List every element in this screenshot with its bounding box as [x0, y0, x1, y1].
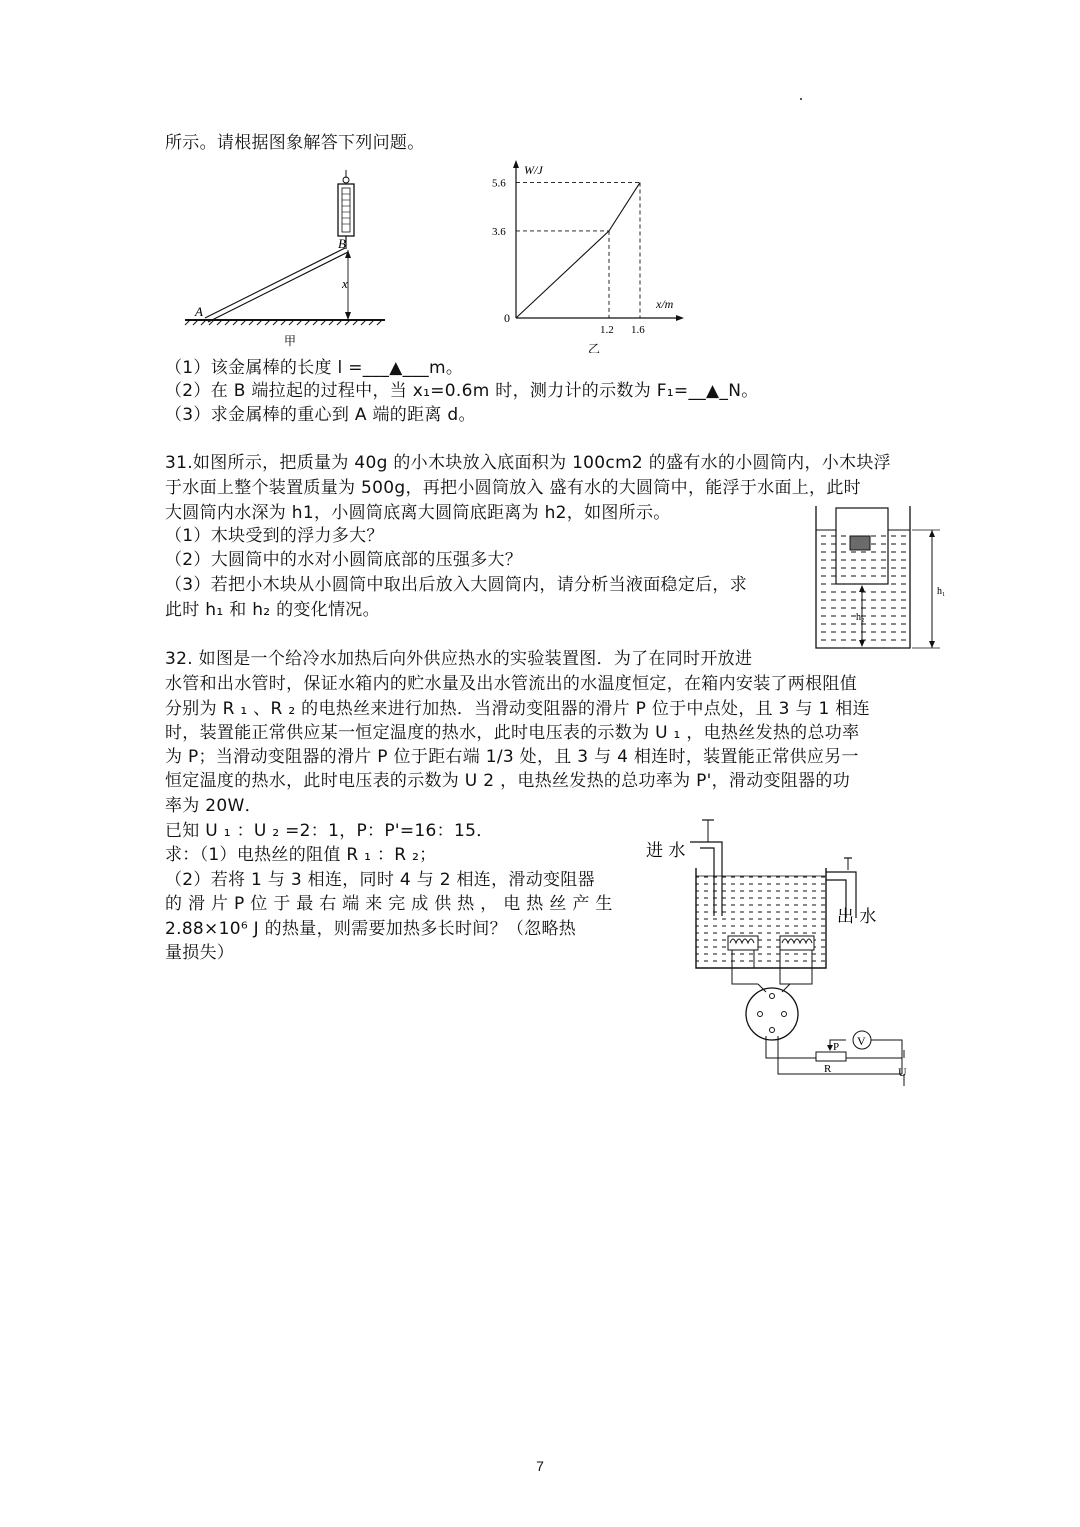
data-line	[516, 183, 640, 318]
figure-cylinders	[810, 500, 970, 660]
q31-sub3: （3）若把小木块从小圆筒中取出后放入大圆筒内，请分析当液面稳定后，求	[165, 575, 748, 595]
q31-sub2: （2）大圆筒中的水对小圆筒底部的压强多大？	[165, 550, 523, 570]
figure-jia	[180, 170, 390, 350]
x-tick-label: 1.2	[600, 324, 614, 336]
label-R: R	[824, 1063, 832, 1075]
q32-line4: 时，装置能正常供应某一恒定温度的热水，此时电压表的示数为 U ₁ ，电热丝发热的总功率	[165, 723, 860, 743]
q31-line1: 31.如图所示，把质量为 40g 的小木块放入底面积为 100cm2 的盛有水的小圆筒内，小木块浮	[165, 453, 891, 473]
caption-jia: 甲	[284, 334, 297, 348]
q30-sub2: （2）在 B 端拉起的过程中，当 x₁=0.6m 时，测力计的示数为 F₁=__▲_N。	[165, 381, 759, 401]
q31-sub1: （1）木块受到的浮力多大？	[165, 526, 384, 546]
y-tick-label: 5.6	[492, 177, 506, 190]
scan-speck	[800, 98, 802, 100]
q31-line2: 于水面上整个装置质量为 500g，再把小圆筒放入 盛有水的大圆筒中，能浮于水面上，此时	[165, 478, 861, 498]
label-water-out: 出 水	[837, 907, 877, 927]
q32-given: 已知 U ₁ ：U ₂ =2：1，P：P'=16：15．	[165, 821, 494, 841]
q32-line1: 32. 如图是一个给冷水加热后向外供应热水的实验装置图．为了在同时开放进	[165, 649, 753, 669]
q32-line2: 水管和出水管时，保证水箱内的贮水量及出水管流出的水温度恒定，在箱内安装了两根阻值	[165, 674, 857, 694]
x-tick-label: 1.6	[631, 324, 645, 336]
q32-sub2-cont1: 的 滑 片 P 位 于 最 右 端 来 完 成 供 热 ， 电 热 丝 产 生	[165, 894, 613, 914]
q32-line3: 分别为 R ₁ 、R ₂ 的电热丝来进行加热．当滑动变阻器的滑片 P 位于中点处，且 3 与 1 相连	[165, 699, 870, 719]
chart-ylabel: W/J	[524, 163, 543, 177]
page-number: 7	[536, 1458, 544, 1474]
q32-sub2-cont3: 量损失）	[165, 943, 235, 963]
y-tick-label: 3.6	[492, 225, 506, 238]
chart-origin: 0	[504, 311, 510, 325]
label-water-in: 进 水	[646, 841, 686, 861]
q30-sub3: （3）求金属棒的重心到 A 端的距离 d。	[165, 405, 476, 425]
label-h1: h₁	[937, 586, 946, 597]
q32-line7: 率为 20W．	[165, 796, 262, 816]
q32-sub2: （2）若将 1 与 3 相连，同时 4 与 2 相连，滑动变阻器	[165, 870, 595, 890]
q30-sub1: （1）该金属棒的长度 l =___▲___m。	[165, 358, 464, 378]
label-P: P	[833, 1041, 840, 1053]
q32-line6: 恒定温度的热水，此时电压表的示数为 U 2 ，电热丝发热的总功率为 P'，滑动变阻器的功	[165, 771, 850, 791]
chart-caption: 乙	[588, 342, 601, 353]
label-A: A	[195, 304, 203, 319]
label-B: B	[338, 236, 346, 251]
label-U: U	[898, 1065, 907, 1079]
figure-yi-chart	[480, 158, 700, 353]
q32-sub1: 求：（1）电热丝的阻值 R ₁ ：R ₂；	[165, 845, 437, 865]
q32-line5: 为 P；当滑动变阻器的滑片 P 位于距右端 1/3 处，且 3 与 4 相连时，装置能正常供应另一	[165, 747, 859, 767]
figure-heater	[640, 818, 920, 1098]
q31-sub3-cont: 此时 h₁ 和 h₂ 的变化情况。	[165, 600, 380, 620]
label-x: x	[342, 276, 348, 291]
intro-text: 所示。请根据图象解答下列问题。	[165, 133, 425, 153]
q31-line3: 大圆筒内水深为 h1，小圆筒底离大圆筒底距离为 h2，如图所示。	[165, 503, 671, 523]
label-V: V	[857, 1034, 866, 1048]
q32-sub2-cont2: 2.88×10⁶ J 的热量，则需要加热多长时间？（忽略热	[165, 919, 577, 939]
label-h2: h₂	[856, 612, 865, 623]
chart-xlabel: x/m	[656, 297, 674, 311]
